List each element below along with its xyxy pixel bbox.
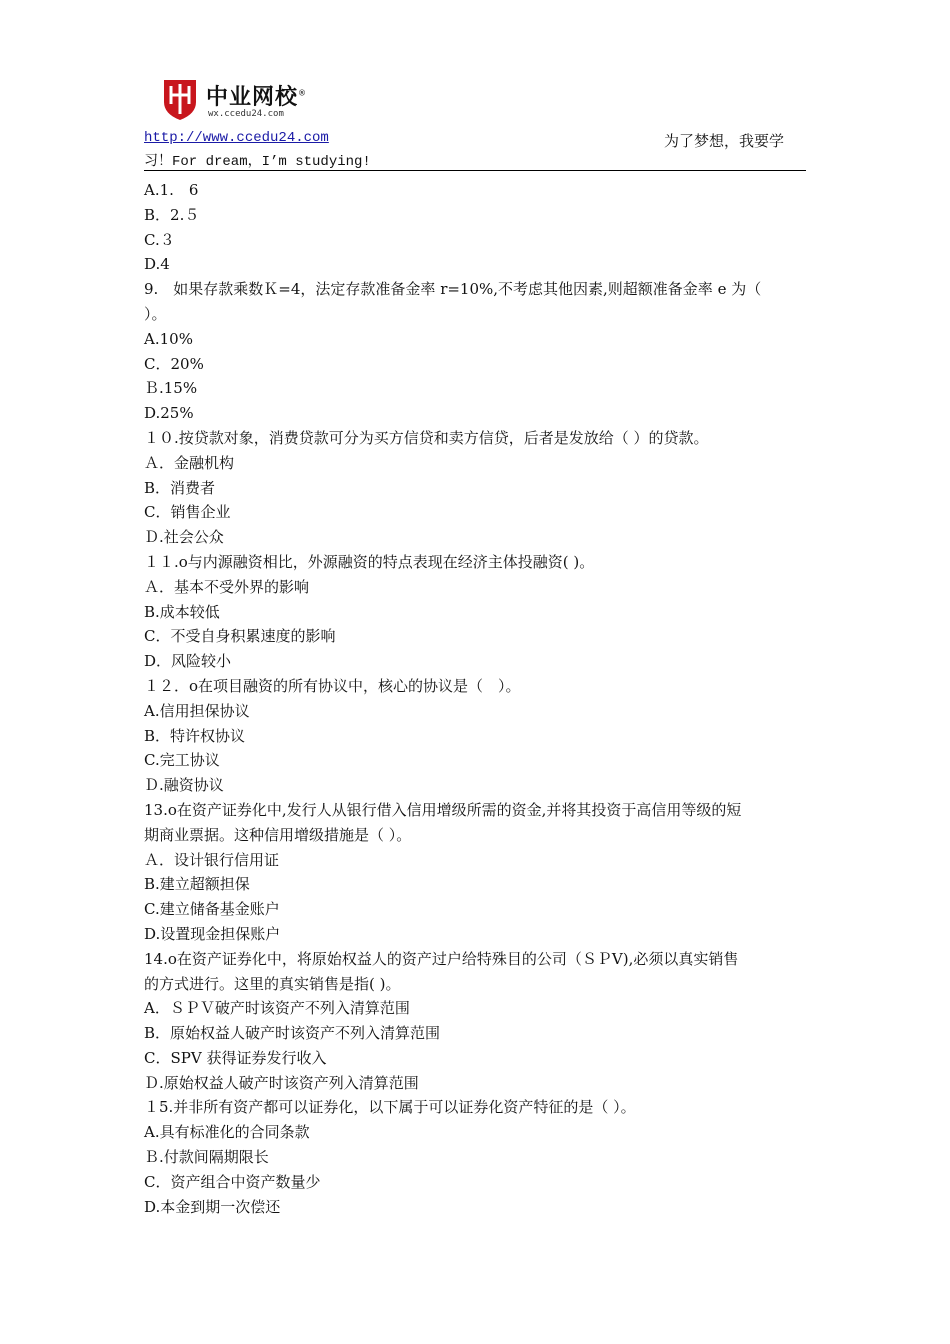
header-divider bbox=[144, 170, 806, 171]
text-line: C．销售企业 bbox=[144, 503, 231, 522]
text-line: Ａ．基本不受外界的影响 bbox=[144, 577, 310, 596]
text-line: A.10% bbox=[144, 329, 193, 348]
text-line: Ｄ.原始权益人破产时该资产列入清算范围 bbox=[144, 1073, 419, 1092]
text-line: Ｄ.融资协议 bbox=[144, 776, 224, 795]
text-line: C.完工协议 bbox=[144, 751, 220, 770]
question-14: 14.o在资产证券化中，将原始权益人的资产过户给特殊目的公司（ＳＰV),必须以真实销售 bbox=[144, 949, 739, 968]
question-9: 9. 如果存款乘数Ｋ=4，法定存款准备金率 r=10%,不考虑其他因素,则超额准备金率 e 为（ bbox=[144, 280, 762, 299]
text-line: C．不受自身积累速度的影响 bbox=[144, 627, 336, 646]
text-line: A．ＳＰＶ破产时该资产不列入清算范围 bbox=[144, 999, 410, 1018]
text-line: D.设置现金担保账户 bbox=[144, 924, 281, 943]
document-body bbox=[144, 178, 808, 1219]
text-line: B．原始权益人破产时该资产不列入清算范围 bbox=[144, 1024, 441, 1043]
text-line: A.信用担保协议 bbox=[144, 701, 250, 720]
question-12: １２．o在项目融资的所有协议中，核心的协议是（ ）。 bbox=[144, 676, 521, 695]
logo bbox=[160, 76, 350, 126]
text-line: D．风险较小 bbox=[144, 652, 232, 671]
text-line: D.25% bbox=[144, 404, 194, 423]
text-line: A.具有标准化的合同条款 bbox=[144, 1123, 310, 1142]
question-13: 13.o在资产证券化中,发行人从银行借入信用增级所需的资金,并将其投资于高信用等级的短 bbox=[144, 800, 742, 819]
text-line: B．特许权协议 bbox=[144, 726, 246, 745]
text-line: Ａ．金融机构 bbox=[144, 453, 235, 472]
text-line: B．2.５ bbox=[144, 205, 200, 224]
question-10: １０.按贷款对象，消费贷款可分为买方信贷和卖方信贷，后者是发放给（ ）的贷款。 bbox=[144, 428, 709, 447]
question-15: １5.并非所有资产都可以证券化，以下属于可以证券化资产特征的是（ ）。 bbox=[144, 1098, 636, 1117]
slogan-line-2: 习！For dream，I’m studying! bbox=[144, 154, 371, 170]
text-line: C.３ bbox=[144, 230, 175, 249]
text-line: ）。 bbox=[144, 304, 167, 323]
text-line: Ｄ.社会公众 bbox=[144, 528, 224, 547]
text-line: A.1. 6 bbox=[144, 181, 199, 199]
text-line: C．20% bbox=[144, 354, 204, 373]
text-line: D.4 bbox=[144, 255, 170, 274]
shield-logo-icon bbox=[160, 76, 200, 122]
text-line: Ｂ.付款间隔期限长 bbox=[144, 1148, 269, 1167]
site-link[interactable]: http://www.ccedu24.com bbox=[144, 130, 329, 146]
text-line: Ｂ.15% bbox=[144, 379, 198, 398]
text-line: C.建立储备基金账户 bbox=[144, 900, 280, 919]
text-line: C．SPV 获得证券发行收入 bbox=[144, 1048, 327, 1067]
question-11: １１.o与内源融资相比，外源融资的特点表现在经济主体投融资( )。 bbox=[144, 552, 595, 571]
text-line: D.本金到期一次偿还 bbox=[144, 1197, 281, 1216]
logo-name: 中业网校® bbox=[206, 85, 308, 110]
logo-url: wx.ccedu24.com bbox=[208, 109, 284, 119]
text-line: C．资产组合中资产数量少 bbox=[144, 1172, 321, 1191]
text-line: B.成本较低 bbox=[144, 602, 220, 621]
text-line: B．消费者 bbox=[144, 478, 216, 497]
text-line: 期商业票据。这种信用增级措施是（ ）。 bbox=[144, 825, 412, 844]
slogan-line-1: 为了梦想，我要学 bbox=[664, 132, 785, 150]
text-line: 的方式进行。这里的真实销售是指( )。 bbox=[144, 974, 401, 993]
text-line: B.建立超额担保 bbox=[144, 875, 250, 894]
text-line: Ａ．设计银行信用证 bbox=[144, 850, 280, 869]
